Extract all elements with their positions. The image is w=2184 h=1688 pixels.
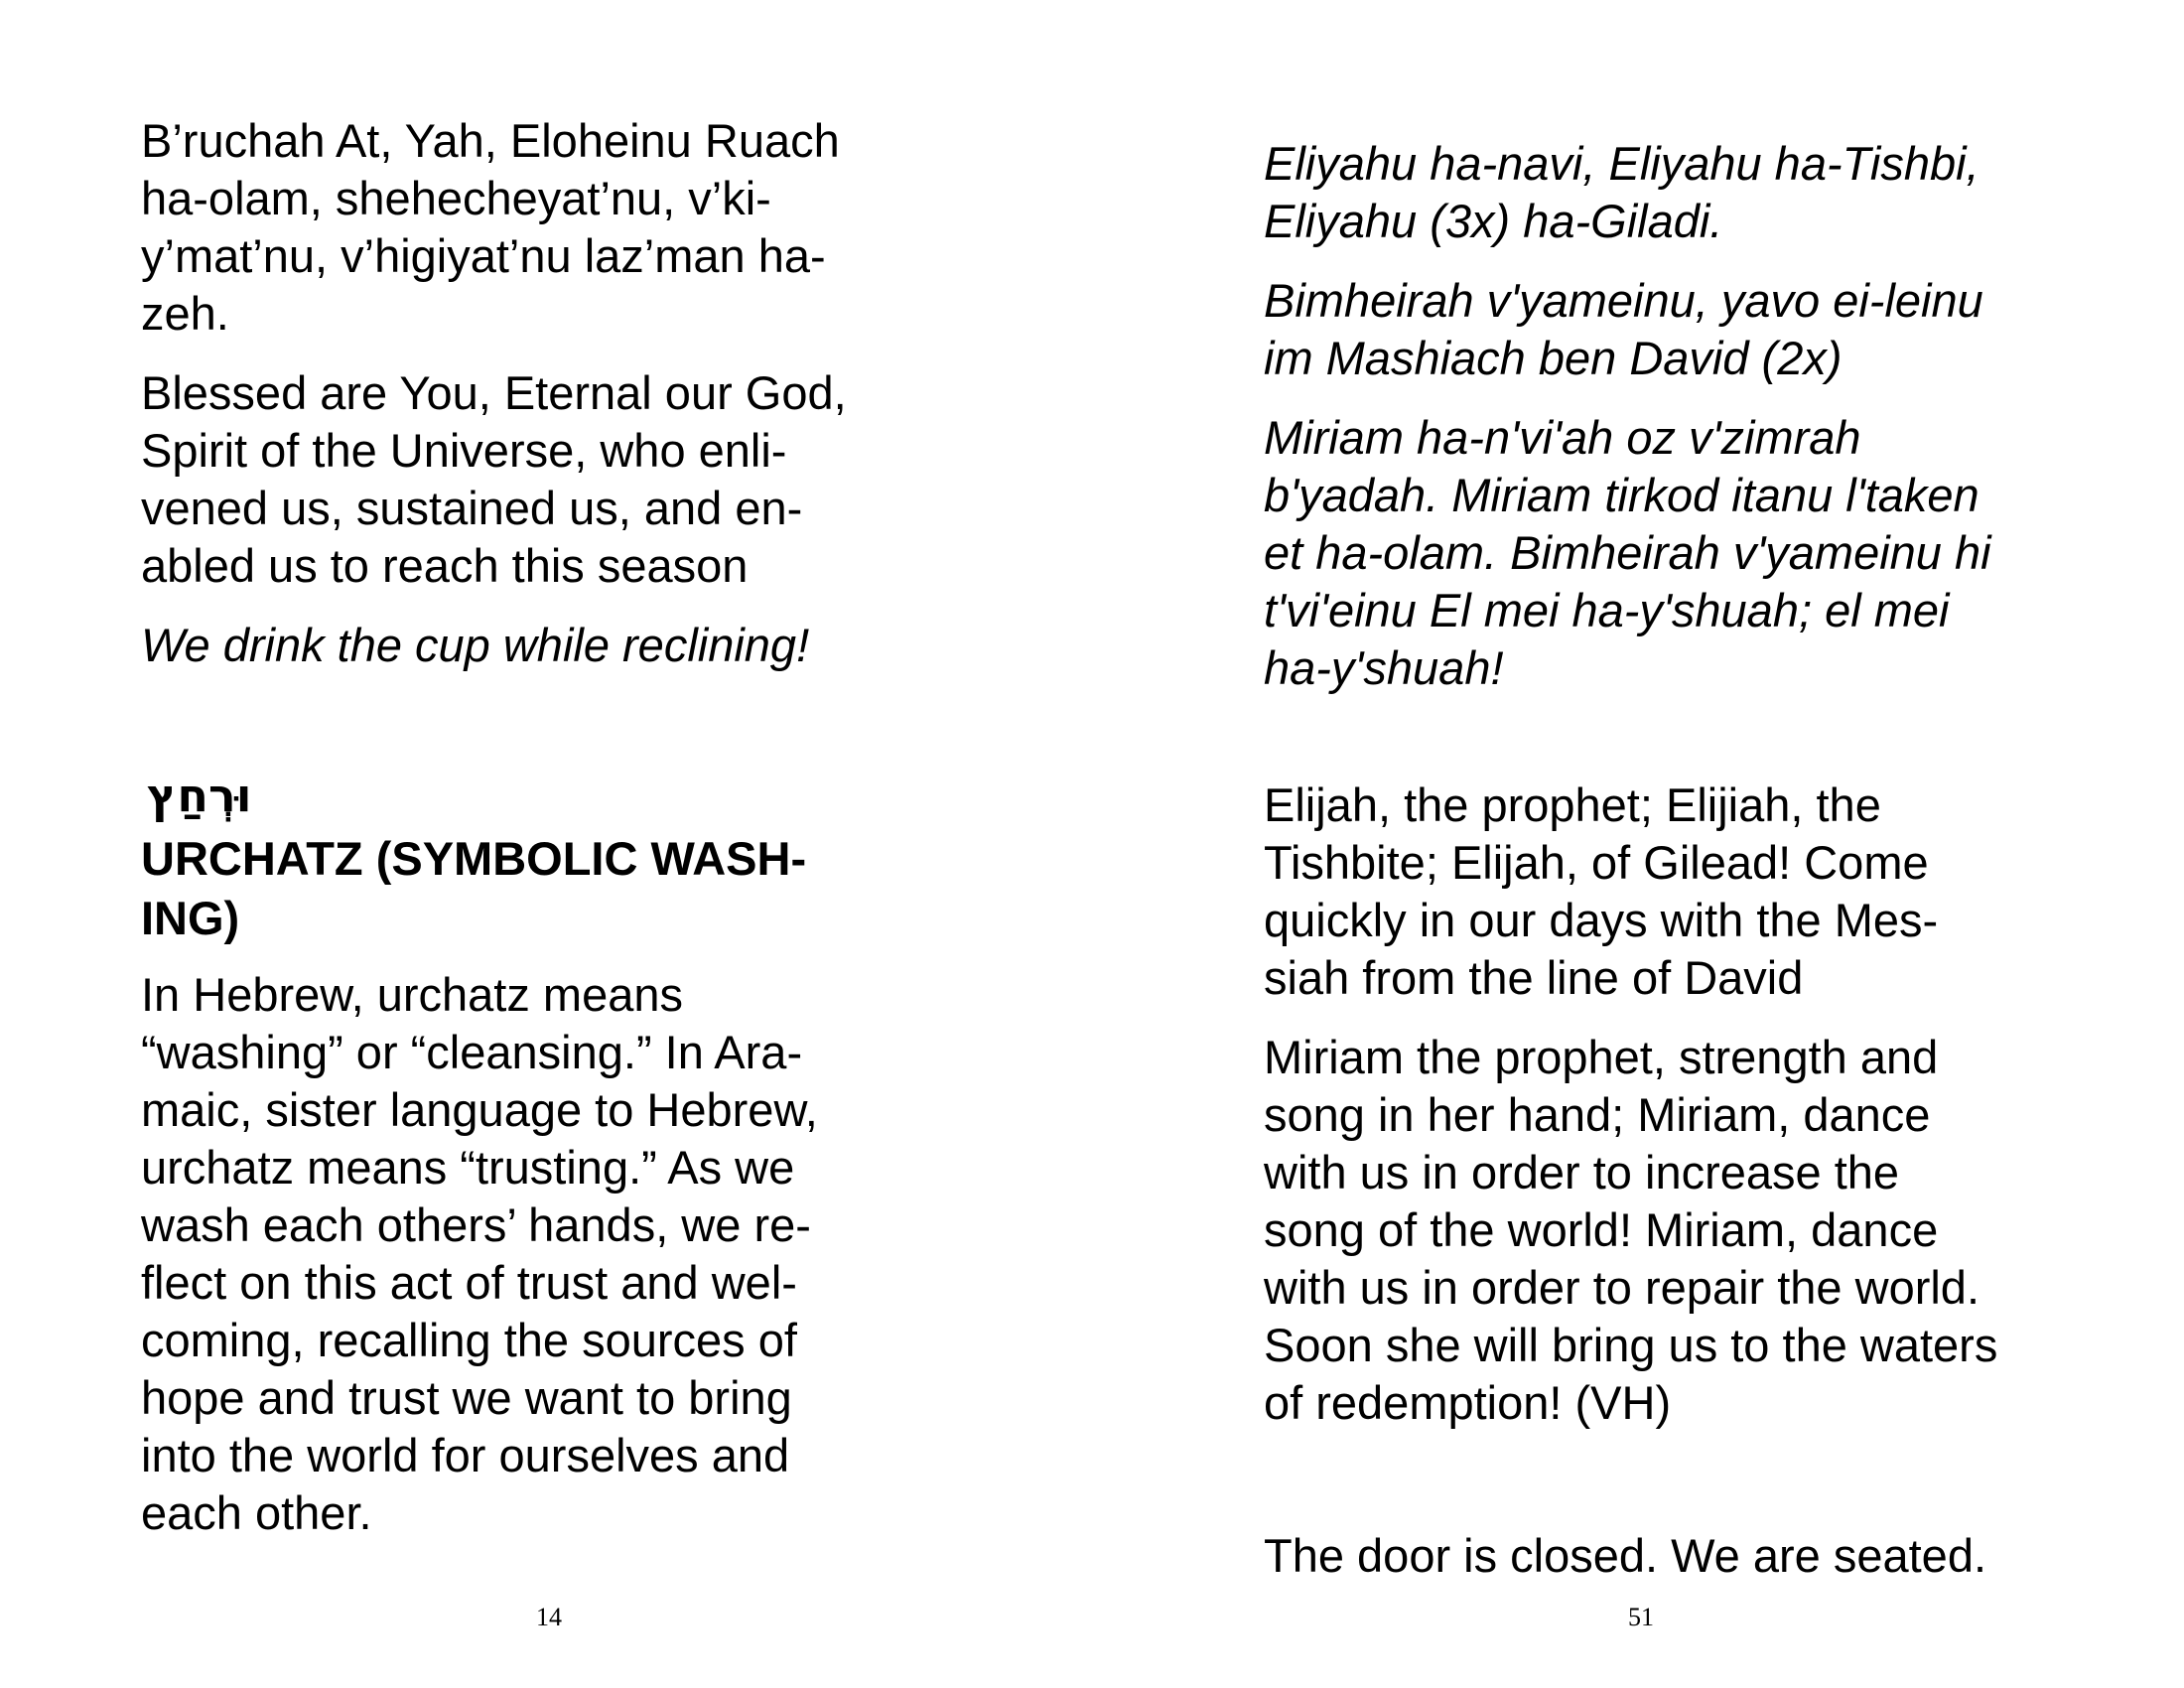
text-line: wash each others’ hands, we re- [141, 1198, 811, 1251]
closing-note: The door is closed. We are seated. [1264, 1529, 1987, 1582]
right-page [1092, 0, 2184, 1688]
right-page-content [1264, 135, 2058, 1585]
blessing-english-translation [141, 364, 915, 595]
page-number-left: 14 [536, 1603, 562, 1631]
text-line: Tishbite; Elijah, of Gilead! Come [1264, 836, 1929, 889]
text-line: Eliyahu (3x) ha-Giladi. [1264, 195, 1723, 247]
text-line: quickly in our days with the Mes- [1264, 894, 1939, 946]
section-hebrew-title: וּרְחַץ [147, 769, 252, 822]
heading-line: URCHATZ (SYMBOLIC WASH- [141, 832, 807, 885]
heading-line: ING) [141, 892, 240, 944]
section-body [141, 966, 915, 1542]
text-line: with us in order to repair the world. [1264, 1261, 1979, 1314]
text-line: abled us to reach this season [141, 539, 749, 592]
text-line: zeh. [141, 287, 229, 340]
section-hebrew-title-row [141, 766, 915, 825]
song-elijah [1264, 135, 2058, 250]
section-heading [141, 829, 915, 948]
text-line: b'yadah. Miriam tirkod itanu l'taken [1264, 469, 1979, 521]
text-line: urchatz means “trusting.” As we [141, 1141, 795, 1194]
text-line: siah from the line of David [1264, 951, 1804, 1004]
text-line: Elijah, the prophet; Elijiah, the [1264, 778, 1881, 831]
text-line: y’mat’nu, v’higiyat’nu laz’man ha- [141, 229, 826, 282]
text-line: song of the world! Miriam, dance [1264, 1203, 1939, 1256]
song-miriam [1264, 409, 2058, 697]
text-line: t'vi'einu El mei ha-y'shuah; el mei [1264, 584, 1950, 636]
text-line: maic, sister language to Hebrew, [141, 1083, 818, 1136]
text-line: of redemption! (VH) [1264, 1376, 1672, 1429]
text-line: ha-olam, shehecheyat’nu, v’ki- [141, 172, 771, 224]
text-line: Soon she will bring us to the waters [1264, 1319, 1998, 1371]
page-number-right: 51 [1628, 1603, 1654, 1631]
text-line: coming, recalling the sources of [141, 1314, 797, 1366]
text-line: with us in order to increase the [1264, 1146, 1900, 1198]
text-line: et ha-olam. Bimheirah v'yameinu hi [1264, 526, 1991, 579]
text-line: Bimheirah v'yameinu, yavo ei-leinu [1264, 274, 1983, 327]
text-line: Eliyahu ha-navi, Eliyahu ha-Tishbi, [1264, 137, 1979, 190]
song-bimheirah [1264, 272, 2058, 387]
text-line: vened us, sustained us, and en- [141, 482, 803, 534]
text-line: flect on this act of trust and wel- [141, 1256, 797, 1309]
text-line: Miriam the prophet, strength and [1264, 1031, 1939, 1083]
text-line: B’ruchah At, Yah, Eloheinu Ruach [141, 114, 840, 167]
text-line: each other. [141, 1486, 372, 1539]
text-line: Miriam ha-n'vi'ah oz v'zimrah [1264, 411, 1861, 464]
translation-miriam [1264, 1029, 2058, 1432]
text-line: into the world for ourselves and [141, 1429, 790, 1481]
text-line: Spirit of the Universe, who enli- [141, 424, 787, 477]
text-line: “washing” or “cleansing.” In Ara- [141, 1026, 803, 1078]
translation-elijah [1264, 776, 2058, 1007]
text-line: ha-y'shuah! [1264, 641, 1504, 694]
reclining-instruction: We drink the cup while reclining! [141, 619, 810, 671]
text-line: song in her hand; Miriam, dance [1264, 1088, 1931, 1141]
blessing-hebrew-transliteration [141, 112, 915, 343]
text-line: Blessed are You, Eternal our God, [141, 366, 847, 419]
left-page-content [141, 112, 915, 1542]
text-line: im Mashiach ben David (2x) [1264, 332, 1843, 384]
text-line: hope and trust we want to bring [141, 1371, 792, 1424]
text-line: In Hebrew, urchatz means [141, 968, 683, 1021]
